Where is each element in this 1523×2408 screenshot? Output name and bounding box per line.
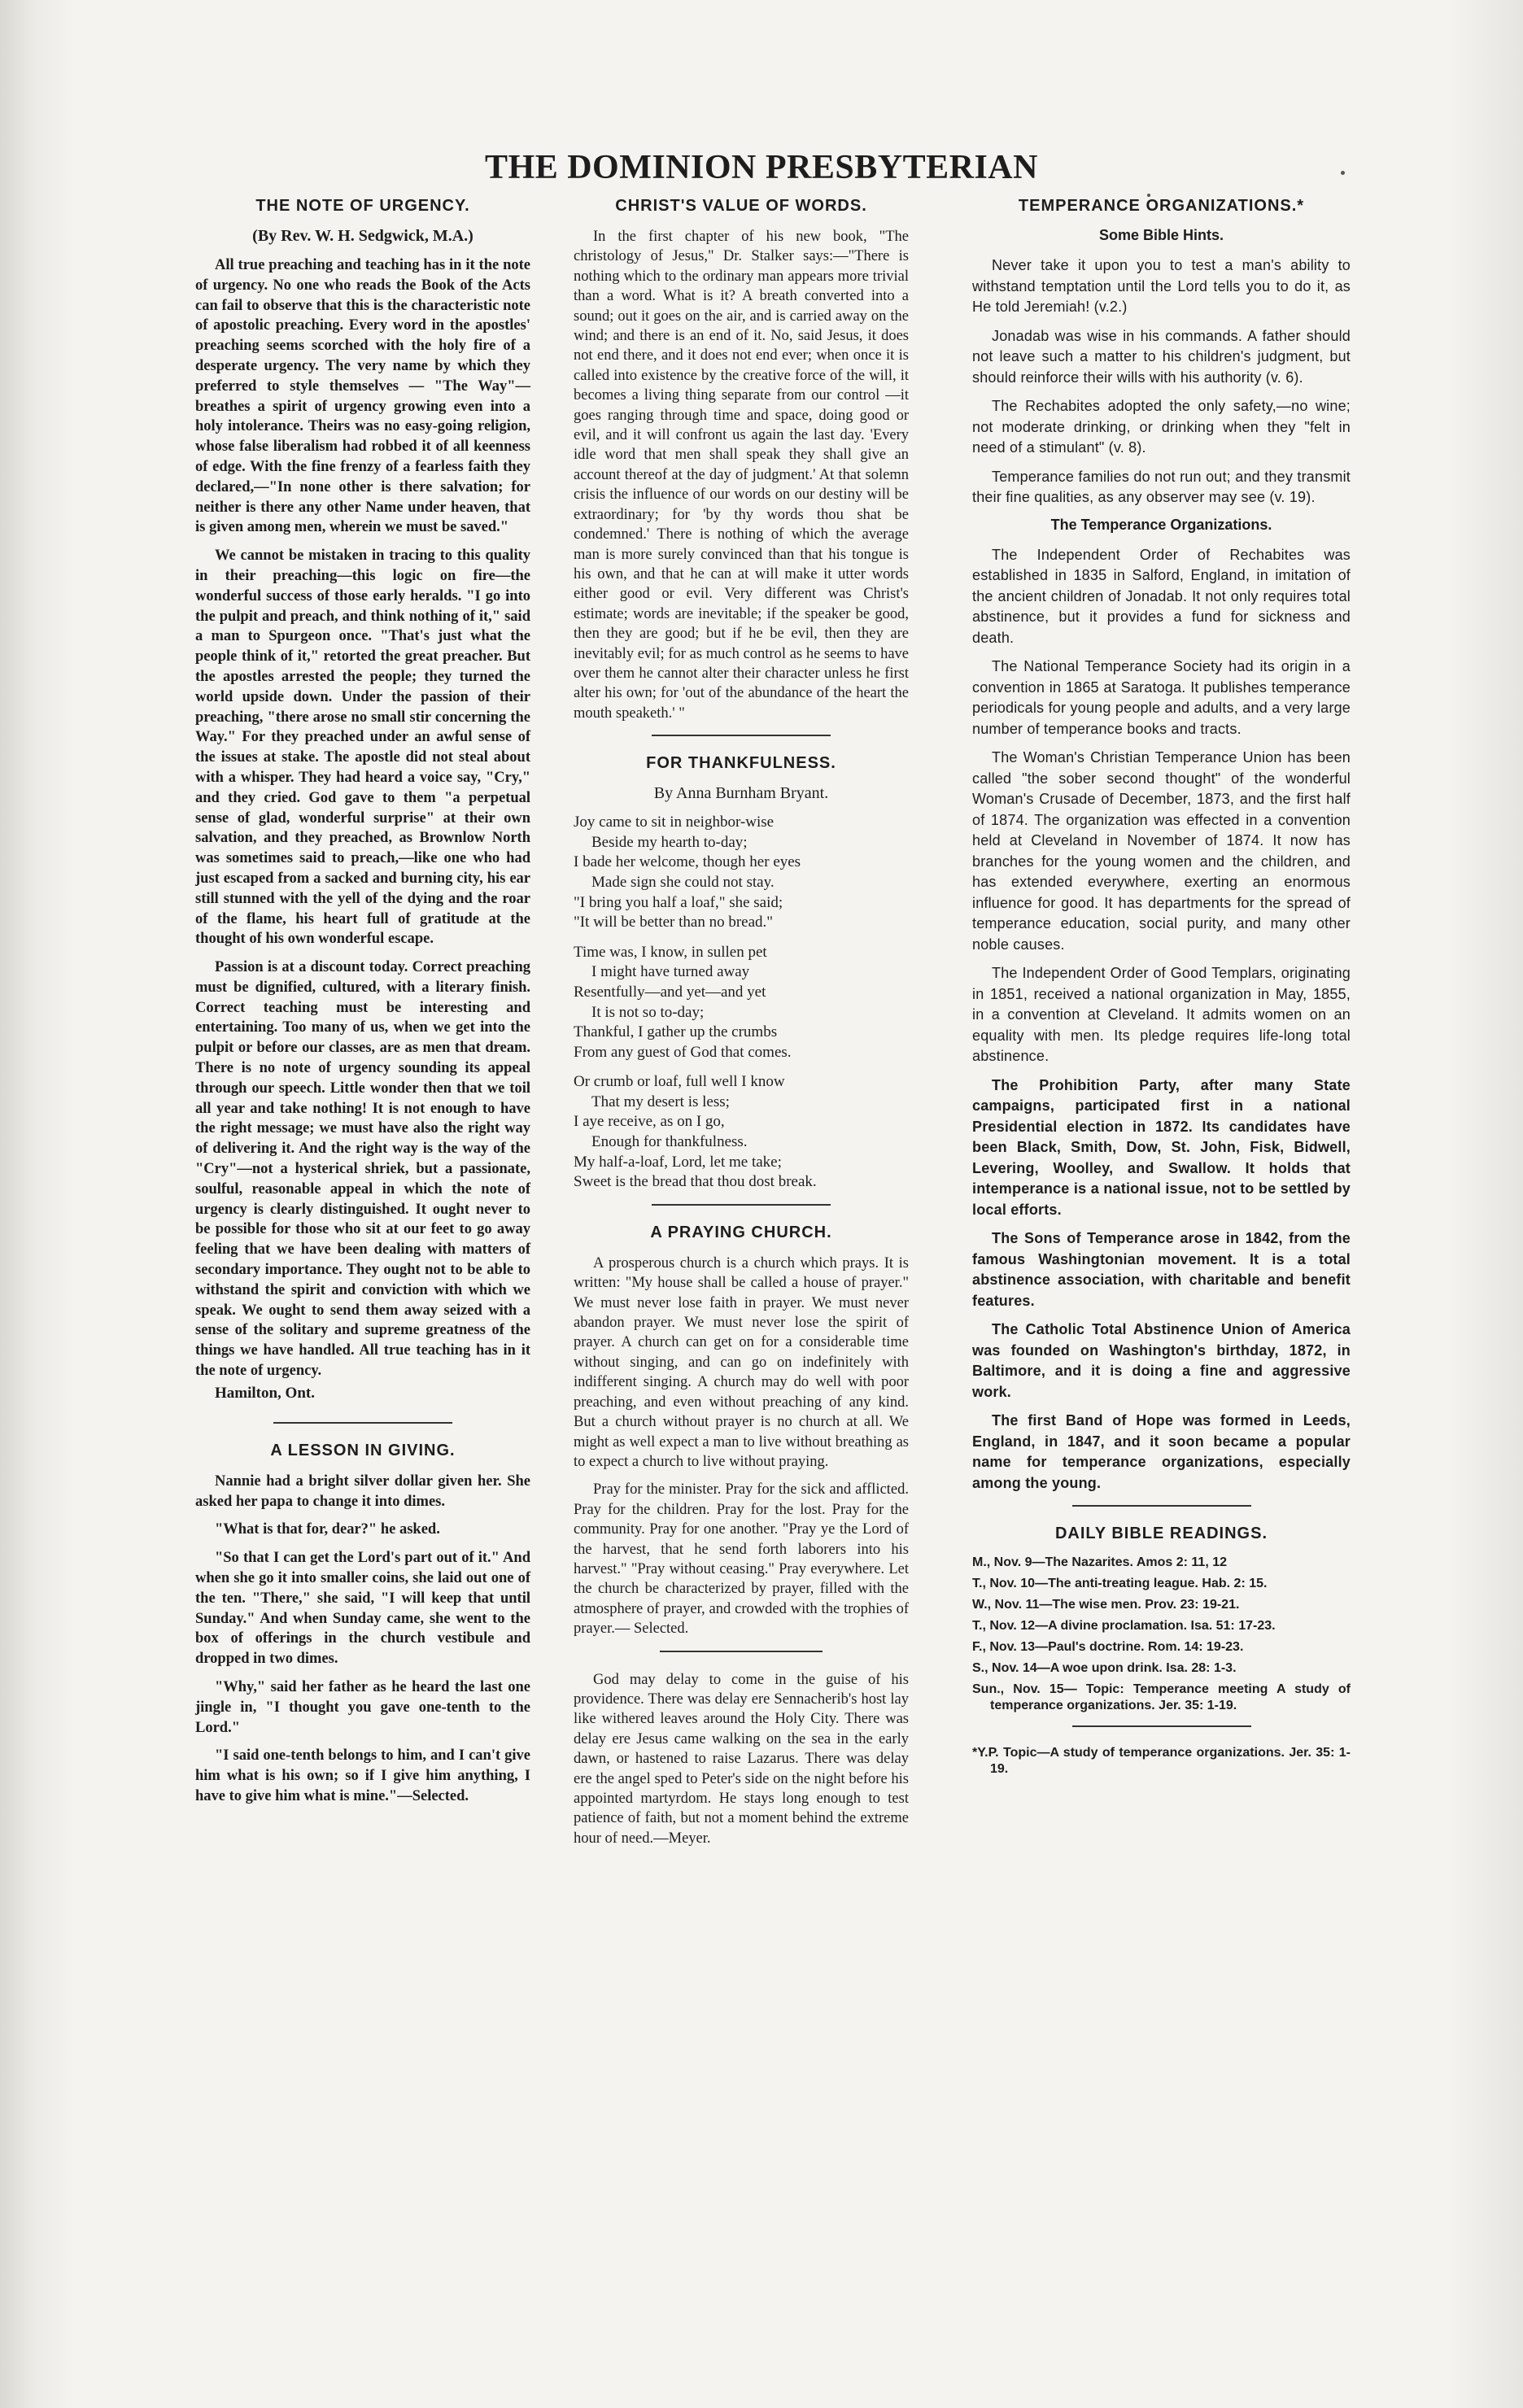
article-heading-temperance: TEMPERANCE ORGANIZATIONS.* xyxy=(1018,197,1305,215)
org-paragraph: The Sons of Temperance arose in 1842, from the famous Washingtonian movement. It is a total abstinence association, with charitable and benefit features. xyxy=(972,1230,1351,1309)
article-heading-words: CHRIST'S VALUE OF WORDS. xyxy=(615,197,867,215)
hint-paragraph: Never take it upon you to test a man's ability to withstand temptation until the Lord tells you to do it, as He told Jeremiah! (v.2.) xyxy=(972,257,1351,315)
reading-item: M., Nov. 9—The Nazarites. Amos 2: 11, 12 xyxy=(972,1555,1227,1569)
article-heading-praying-church: A PRAYING CHURCH. xyxy=(650,1223,832,1241)
poem-line: I aye receive, as on I go, xyxy=(574,1113,725,1131)
article-byline: (By Rev. W. H. Sedgwick, M.A.) xyxy=(252,227,473,245)
column-left xyxy=(195,197,530,1815)
article-paragraph: Passion is at a discount today. Correct preaching must be dignified, cultured, with a literary finish. Correct teaching must be interesting and entertaining. Too many of us, when we get into the pulpit or before our classes, are as men that dream. There is no note of urgency sounding its appeal through our speech. Little wonder then that we toil all year and take nothing! It is not enough to have the right message; we must have also the right way of delivering it. And the right way is the way of the "Cry"—not a hysterical shriek, but a passionate, soulful, reasonable appeal in which the note of urgency is clearly distinguished. It ought never to be possible for those who sit at our feet to go away feeling that we have been dealing with matters of secondary importance. They ought not to be able to withstand the spirit and conviction with which we speak. We ought to send them away seized with a sense of the solitary and supreme greatness of the things we have handled. All true teaching has in it the note of urgency. xyxy=(195,959,530,1380)
hint-paragraph: Temperance families do not run out; and they transmit their fine qualities, as any observer may see (v. 19). xyxy=(972,468,1351,505)
poem-stanza xyxy=(574,943,909,1063)
poem-line: Time was, I know, in sullen pet xyxy=(574,943,767,961)
reading-item: S., Nov. 14—A woe upon drink. Isa. 28: 1-3. xyxy=(972,1661,1237,1675)
divider xyxy=(1072,1725,1251,1727)
poem-line: "I bring you half a loaf," she said; xyxy=(574,893,783,911)
masthead: THE DOMINION PRESBYTERIAN xyxy=(485,149,1038,186)
poem-line: Sweet is the bread that thou dost break. xyxy=(574,1173,817,1191)
org-paragraph: The first Band of Hope was formed in Leeds, England, in 1847, and it soon became a popular name for temperance organizations, especially among the young. xyxy=(972,1412,1351,1491)
reading-item: T., Nov. 10—The anti-treating league. Hab. 2: 15. xyxy=(972,1577,1268,1590)
poem-line: Thankful, I gather up the crumbs xyxy=(574,1023,778,1041)
article-signoff: Hamilton, Ont. xyxy=(215,1384,315,1402)
org-paragraph: The Woman's Christian Temperance Union has been called "the sober second thought" of the wonderful Woman's Crusade of December, 1873, and the first half of 1874. The organization was effected in a convention held at Cleveland in November of 1874. It now has branches for the young women and the children, and has extended everywhere, exerting an enormous influence for good. It has departments for the spread of temperance education, social purity, and many other noble causes. xyxy=(972,749,1351,953)
divider xyxy=(652,1204,831,1206)
poem-line: "It will be better than no bread." xyxy=(574,914,774,931)
hint-paragraph: The Rechabites adopted the only safety,—no wine; not moderate drinking, or drinking when they "felt in need of a stimulant" (v. 8). xyxy=(972,398,1351,456)
poem xyxy=(574,813,909,1193)
divider xyxy=(1072,1505,1251,1507)
subheading-bible-hints: Some Bible Hints. xyxy=(1098,227,1224,243)
org-paragraph: The Independent Order of Rechabites was established in 1835 in Salford, England, in imitation of the ancient children of Jonadab. It not only requires total abstinence, but it provides a fund for sickness and death. xyxy=(972,546,1351,646)
poem-stanza xyxy=(574,1072,909,1193)
article-paragraph: God may delay to come in the guise of his providence. There was delay ere Sennacherib's host lay like withered leaves around the Holy City. There was delay ere Jesus came walking on the sea in the early dawn, or hastened to raise Lazarus. There was delay ere the angel sped to Peter's side on the night before his appointed martyrdom. He stays long enough to test patience of faith, but not a moment behind the extreme hour of need.—Meyer. xyxy=(574,1671,909,1847)
readings-list xyxy=(972,1555,1351,1714)
article-heading-thankfulness: FOR THANKFULNESS. xyxy=(646,754,836,773)
poem-line: Enough for thankfulness. xyxy=(591,1133,748,1151)
divider xyxy=(660,1651,823,1652)
org-paragraph: The National Temperance Society had its origin in a convention in 1865 at Saratoga. It publishes temperance periodicals for young people and adults, and a very large number of temperance books and tracts. xyxy=(972,658,1351,737)
org-paragraph: The Catholic Total Abstinence Union of America was founded on Washington's birthday, 1872, in Baltimore, and it is doing a fine and aggressive work. xyxy=(972,1321,1351,1400)
poem-line: Made sign she could not stay. xyxy=(591,873,775,891)
article-paragraph: In the first chapter of his new book, "The christology of Jesus," Dr. Stalker says:—"There is nothing which to the ordinary man appears more trivial than a word. What is it? A breath converted into a sound; out it goes on the air, and is carried away on the wind; and there is an end of it. No, said Jesus, it does not end there, and it does not end ever; when once it is called into existence by the creative force of the will, it becomes a living thing separate from our control —it goes ranging through time and space, doing good or evil, and it will confront us again the last day. 'Every idle word that men shall speak they shall give an account thereof at the day of judgment.' At that solemn crisis the influence of our words on our destiny will be extraordinary; for 'by thy words thou shat be condemned.' There is nothing of which the average man is more surely convinced than that his tongue is his own, and that he can at will make it utter words either good or evil. Very different was Christ's estimate; words are inevitable; if the speaker be good, then they are good; but if he be evil, then they are inevitably evil; for as much control as he seems to have over them he cannot alter their character unless he first alter his own; for 'out of the abundance of the heart the mouth speaketh.' " xyxy=(574,229,909,722)
org-paragraph: The Independent Order of Good Templars, originating in 1851, received a national organization in May, 1855, in a convention at Cleveland. It admits women on an equality with men. Its pledge requires life-long total abstinence. xyxy=(972,965,1351,1064)
article-paragraph: All true preaching and teaching has in it the note of urgency. No one who reads the Book of the Acts can fail to observe that this is the characteristic note of apostolic preaching. Every word in the apostles' preaching seems scorched with the holy fire of a desperate urgency. The very name by which they preferred to style themselves — "The Way"—breathes a spirit of urgency growing even into a holy intolerance. Theirs was no easy-going religion, whose false liberalism had robbed it of all keenness of edge. With the fine frenzy of a fearless faith they declared,—"In none other is there salvation; for neither is there any other Name under heaven, that is given among men, wherein we must be saved." xyxy=(195,257,530,536)
poem-line: It is not so to-day; xyxy=(591,1003,705,1021)
poem-byline: By Anna Burnham Bryant. xyxy=(653,784,829,803)
hint-paragraph: Jonadab was wise in his commands. A father should not leave such a matter to his children's judgment, but should reinforce their wills with his authority (v. 6). xyxy=(972,327,1351,386)
reading-item: F., Nov. 13—Paul's doctrine. Rom. 14: 19-23. xyxy=(972,1640,1244,1654)
poem-stanza xyxy=(574,813,909,933)
poem-line: I bade her welcome, though her eyes xyxy=(574,853,801,871)
poem-line: That my desert is less; xyxy=(591,1093,730,1110)
article-paragraph: "I said one-tenth belongs to him, and I can't give him what is his own; so if I give him anything, I have to give him what is mine."—Selected. xyxy=(195,1747,530,1804)
paper-speck xyxy=(1341,171,1345,175)
poem-line: Joy came to sit in neighbor-wise xyxy=(574,814,775,831)
article-paragraph: A prosperous church is a church which prays. It is written: "My house shall be called a house of prayer." We must never lose faith in prayer. We must never abandon prayer. We must never lose the spirit of prayer. A church can get on for a considerable time without singing, and can go on indefinitely with indifferent singing. A church may do well with poor preaching, and even without preaching of any kind. But a church without prayer is no church at all. We might as well expect a man to live without breathing as to expect a church to live without praying. xyxy=(574,1254,909,1470)
reading-item: W., Nov. 11—The wise men. Prov. 23: 19-21. xyxy=(972,1598,1240,1612)
article-paragraph: Pray for the minister. Pray for the sick and afflicted. Pray for the children. Pray for the lost. Pray for the community. Pray for one another. "Pray ye the Lord of the harvest, that he send forth laborers into his harvest." "Pray without ceasing." Pray everywhere. Let the church be characterized by prayer, filled with the atmosphere of prayer, and crowded with the trophies of prayer.— Selected. xyxy=(574,1481,909,1638)
poem-line: I might have turned away xyxy=(591,963,750,981)
reading-item: T., Nov. 12—A divine proclamation. Isa. 51: 17-23. xyxy=(972,1619,1276,1633)
column-middle xyxy=(574,197,909,1856)
column-right xyxy=(972,197,1351,1778)
poem-line: My half-a-loaf, Lord, let me take; xyxy=(574,1153,782,1171)
paper-speck xyxy=(1147,194,1150,197)
poem-line: From any guest of God that comes. xyxy=(574,1043,792,1061)
poem-line: Or crumb or loaf, full well I know xyxy=(574,1073,785,1091)
footnote: *Y.P. Topic—A study of temperance organizations. Jer. 35: 1-19. xyxy=(972,1746,1351,1776)
article-paragraph: "What is that for, dear?" he asked. xyxy=(215,1521,440,1538)
article-paragraph: We cannot be mistaken in tracing to this quality in their preaching—this logic on fire—the wonderful success of those early heralds. "I go into the pulpit and preach, and think nothing of it," said a man to Spurgeon once. "That's just what the people think of it," retorted the great preacher. But the apostles arrested the people; they turned the world upside down. Under the passion of their preaching, "there arose no small stir concerning the Way." For they preached under an awful sense of the issues at stake. The apostle did not steal about with a whisper. They had heard a voice say, "Cry," and they cried. God gave to them "a perpetual sense of glad, wonderful surprise" at their own salvation, and they preached, as Brownlow North was sometimes said to preach,—like one who had just escaped from a sacked and burning city, his ear still stunned with the yell of the dying and the roar of the flame, his heart full of gratitude at the thought of his own wonderful escape. xyxy=(195,547,530,948)
reading-item: Sun., Nov. 15— Topic: Temperance meeting A study of temperance organizations. Jer. 35: 1-19. xyxy=(972,1682,1351,1712)
poem-line: Resentfully—and yet—and yet xyxy=(574,983,766,1001)
article-heading-giving: A LESSON IN GIVING. xyxy=(270,1441,456,1459)
divider xyxy=(652,735,831,736)
article-paragraph: "Why," said her father as he heard the last one jingle in, "I thought you gave one-tenth to the Lord." xyxy=(195,1679,530,1736)
article-heading-readings: DAILY BIBLE READINGS. xyxy=(1054,1525,1268,1542)
poem-line: Beside my hearth to-day; xyxy=(591,833,748,851)
article-heading-urgency: THE NOTE OF URGENCY. xyxy=(255,197,470,215)
article-paragraph: "So that I can get the Lord's part out of it." And when she go it into smaller coins, she laid out one of the ten. "There," she said, "I will keep that until Sunday." And when Sunday came, she went to the box of offerings in the church vestibule and dropped in two dimes. xyxy=(195,1550,530,1668)
org-paragraph: The Prohibition Party, after many State campaigns, participated first in a national Presidential election in 1872. Its candidates have been Black, Smith, Dow, St. John, Fisk, Bidwell, Levering, Woolley, and Swallow. It holds that intemperance is a national issue, not to be settled by local efforts. xyxy=(972,1076,1351,1218)
article-paragraph: Nannie had a bright silver dollar given her. She asked her papa to change it into dimes. xyxy=(195,1472,530,1510)
subheading-organizations: The Temperance Organizations. xyxy=(1050,516,1272,533)
divider xyxy=(273,1422,452,1424)
